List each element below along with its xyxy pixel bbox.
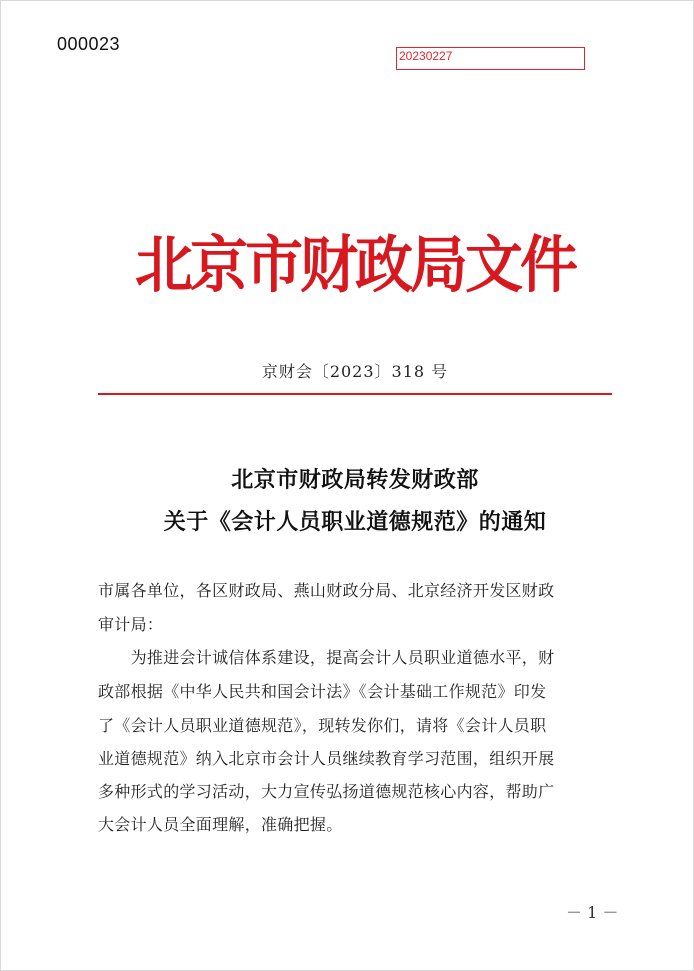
paragraph-line: 业道德规范》纳入北京市会计人员继续教育学习范围，组织开展 <box>98 749 555 768</box>
paragraph-line: 了《会计人员职业道德规范》，现转发你们，请将《会计人员职 <box>98 716 547 735</box>
page-number: － 1 － <box>566 903 619 922</box>
notice-title-line2: 关于《会计人员职业道德规范》的通知 <box>163 509 547 535</box>
notice-title-line1: 北京市财政局转发财政部 <box>231 467 479 493</box>
letterhead-title: 北京市财政局文件 <box>134 228 575 302</box>
serial-number: 000023 <box>57 34 121 54</box>
recipients-line2: 审计局： <box>98 615 164 634</box>
date-stamp-text: 20230227 <box>399 49 453 63</box>
paragraph-line: 为推进会计诚信体系建设，提高会计人员职业道德水平，财 <box>98 648 555 667</box>
date-stamp-box <box>396 47 585 70</box>
paragraph-line: 政部根据《中华人民共和国会计法》《会计基础工作规范》印发 <box>98 682 547 701</box>
paragraph-line: 大会计人员全面理解，准确把握。 <box>98 815 343 834</box>
document-number: 京财会〔2023〕318 号 <box>261 362 449 381</box>
letterhead-divider <box>98 393 612 395</box>
paragraph-line: 多种形式的学习活动，大力宣传弘扬道德规范核心内容，帮助广 <box>98 782 555 801</box>
recipients-line1: 市属各单位，各区财政局、燕山财政分局、北京经济开发区财政 <box>98 581 555 600</box>
